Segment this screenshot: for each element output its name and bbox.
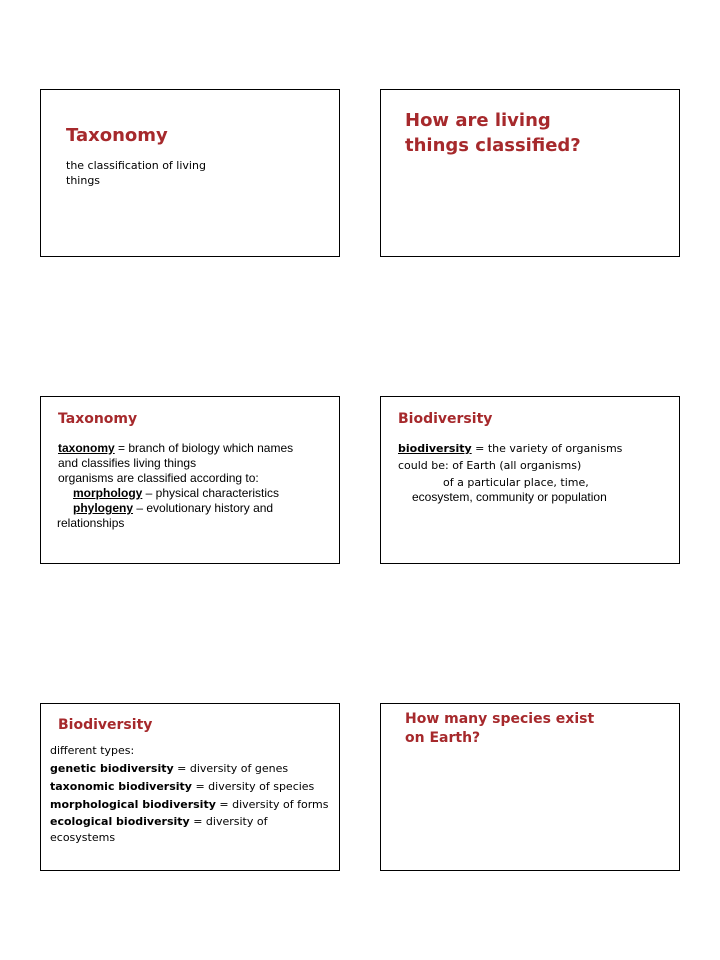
body-line: could be: of Earth (all organisms) [398,459,582,472]
slide-body [58,441,293,531]
body-line: relationships [57,516,125,530]
slide-1 [40,89,340,257]
definition: – physical characteristics [142,486,280,500]
definition: = diversity of genes [173,762,289,775]
body-line: organisms are classified according to: [58,471,259,485]
body-line [58,441,293,456]
body-line [58,486,293,501]
definition: = diversity of [189,815,268,828]
title-line: on Earth? [405,730,481,746]
slide-title [405,710,594,748]
term: phylogeny [73,501,134,515]
slide-body [50,742,329,846]
body-line [50,814,329,830]
slide-body [398,441,622,505]
definition: = diversity of species [191,780,315,793]
title-line: How many species exist [405,711,595,727]
slide-5 [40,703,340,871]
body-line [50,796,329,814]
slide-title: Taxonomy [66,125,168,146]
body-line: ecosystems [50,831,116,844]
slide-4 [380,396,680,564]
slide-title: Biodiversity [398,411,493,427]
slide-subtitle [66,158,206,188]
body-line: and classifies living things [58,456,197,470]
term: morphology [73,486,143,500]
slide-2 [380,89,680,257]
term: genetic biodiversity [50,762,174,775]
slide-6 [380,703,680,871]
body-line [50,760,329,778]
body-line [398,441,622,456]
body-line: different types: [50,744,135,757]
term: biodiversity [398,442,472,455]
title-line: things classified? [405,135,581,156]
slide-title [405,108,581,158]
title-line: How are living [405,110,551,131]
definition: – evolutionary history and [133,501,274,515]
slide-title: Biodiversity [58,717,153,733]
body-line [50,778,329,796]
subtitle-line: things [66,174,101,187]
definition: = the variety of organisms [471,442,623,455]
term: taxonomic biodiversity [50,780,192,793]
slide-title: Taxonomy [58,411,138,427]
term: morphological biodiversity [50,798,216,811]
body-line [58,501,293,516]
definition: = diversity of forms [215,798,329,811]
term: ecological biodiversity [50,815,190,828]
slide-3 [40,396,340,564]
body-line: of a particular place, time, [443,476,589,489]
subtitle-line: the classification of living [66,159,206,172]
body-line: ecosystem, community or population [412,490,607,504]
term: taxonomy [58,441,115,455]
definition: = branch of biology which names [114,441,294,455]
